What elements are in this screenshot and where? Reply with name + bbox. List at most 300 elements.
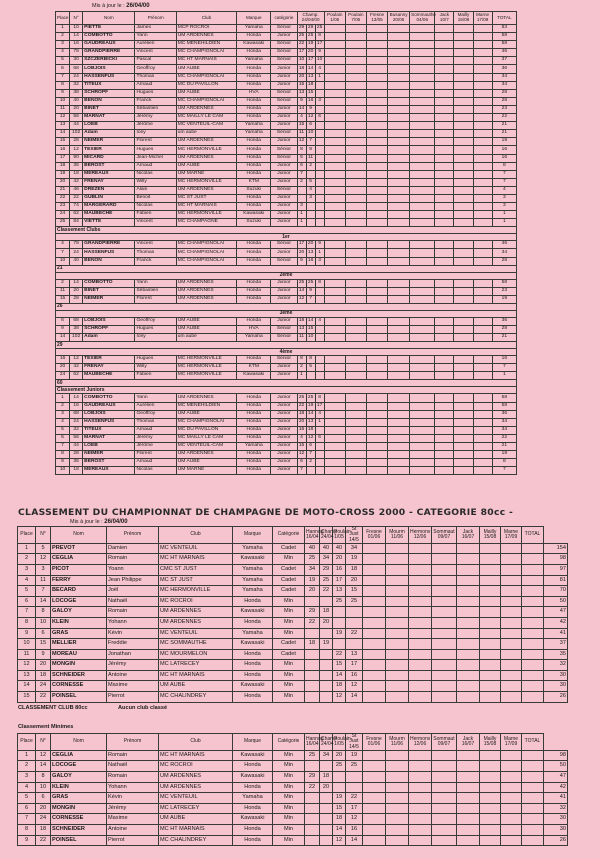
table-cell: 34 [320, 554, 333, 565]
empty-cell [388, 317, 410, 325]
empty-cell [473, 410, 492, 418]
empty-cell [454, 65, 473, 73]
table-cell: 40 [70, 97, 83, 105]
table-cell: Honda [233, 617, 273, 628]
table-cell: Iony [135, 130, 176, 138]
table-cell: 17 [346, 660, 363, 671]
main-ranking-table [55, 11, 517, 475]
table-cell: MC ROCROI [159, 596, 233, 607]
table-cell: 2 [18, 554, 36, 565]
empty-cell [435, 451, 454, 459]
table-cell: 8 [56, 451, 70, 459]
rider-name: MOREAU [51, 649, 107, 660]
table-cell: 7 [306, 138, 315, 146]
table-cell: Min [273, 607, 305, 618]
empty-cell [432, 824, 457, 835]
empty-cell [522, 639, 544, 650]
empty-cell [366, 114, 387, 122]
table-cell: 5 [306, 364, 315, 372]
total-cell: 32 [544, 660, 568, 671]
table-cell: 12 [297, 138, 306, 146]
empty-cell [454, 459, 473, 467]
table-cell: HVA [237, 326, 271, 334]
table-cell: Honda [237, 356, 271, 364]
table-cell: Junior [271, 33, 297, 41]
table-row [18, 596, 568, 607]
table-cell: Maxime [107, 814, 159, 825]
empty-cell [386, 782, 409, 793]
empty-cell [454, 162, 473, 170]
empty-cell [388, 154, 410, 162]
rider-name: FRENAY [83, 178, 135, 186]
empty-cell [435, 287, 454, 295]
table-cell: MC LATRECEY [159, 660, 233, 671]
total-cell: 19 [492, 451, 516, 459]
empty-cell [435, 257, 454, 265]
empty-cell [324, 33, 345, 41]
table-row [56, 326, 517, 334]
empty-cell [345, 146, 366, 154]
table-cell: Yohann [107, 782, 159, 793]
table-cell: 19 [56, 170, 70, 178]
table-cell: Junior [271, 105, 297, 113]
table-cell: 12 [346, 681, 363, 692]
section-row [56, 380, 517, 387]
empty-cell [432, 649, 457, 660]
total-cell: 3 [492, 203, 516, 211]
empty-cell [324, 170, 345, 178]
table-cell: Pierrot [107, 835, 159, 846]
table-cell: 8 [315, 279, 324, 287]
empty-cell [410, 418, 435, 426]
empty-cell [435, 418, 454, 426]
table-row [56, 81, 517, 89]
empty-cell [388, 105, 410, 113]
table-cell [305, 692, 320, 703]
empty-cell [501, 782, 522, 793]
table-cell [305, 649, 320, 660]
table-cell: Honda [237, 170, 271, 178]
rider-name: GALOY [51, 607, 107, 618]
empty-cell [410, 249, 435, 257]
empty-cell [345, 41, 366, 49]
empty-cell [522, 607, 544, 618]
rider-name: CEGLIA [51, 750, 107, 761]
empty-cell [473, 418, 492, 426]
table-cell: 10 [18, 639, 36, 650]
table-cell: Willy [135, 178, 176, 186]
table-cell [297, 186, 306, 194]
empty-cell [522, 617, 544, 628]
table-cell [306, 211, 315, 219]
table-cell: Sénior [271, 154, 297, 162]
empty-cell [363, 628, 386, 639]
table-cell: Honda [237, 434, 271, 442]
table-cell: 7 [297, 467, 306, 475]
table-cell: 19 [305, 575, 320, 586]
table-cell: MC MENEHILDIEN [176, 41, 236, 49]
table-cell: 40 [320, 543, 333, 554]
empty-cell [324, 402, 345, 410]
empty-cell [435, 295, 454, 303]
empty-cell [324, 203, 345, 211]
empty-cell [366, 394, 387, 402]
total-cell: 8 [492, 162, 516, 170]
table-row [56, 57, 517, 65]
club-80cc-note: Aucun club classé [118, 705, 168, 711]
empty-cell [480, 750, 501, 761]
table-cell: 22 [333, 649, 346, 660]
table-cell: 3 [297, 203, 306, 211]
table-cell: UM AUBE [176, 326, 236, 334]
empty-cell [410, 73, 435, 81]
empty-cell [454, 451, 473, 459]
section-label: Classement Clubs [56, 227, 517, 234]
rider-name: TEXIER [83, 356, 135, 364]
table-cell: 15 [333, 803, 346, 814]
empty-cell [386, 575, 409, 586]
empty-cell [435, 186, 454, 194]
table-cell: 7 [18, 814, 36, 825]
empty-cell [324, 154, 345, 162]
total-cell: 26 [544, 692, 568, 703]
empty-cell [501, 607, 522, 618]
table-cell: 46 [70, 186, 83, 194]
table-cell [320, 596, 333, 607]
table-cell: Kévin [107, 628, 159, 639]
empty-cell [410, 194, 435, 202]
table-cell: 8 [315, 394, 324, 402]
empty-cell [363, 771, 386, 782]
table-cell: 13 [306, 418, 315, 426]
table-cell: 9 [36, 649, 51, 660]
section-row [56, 310, 517, 317]
table-cell [315, 219, 324, 227]
table-cell: 1 [18, 750, 36, 761]
empty-cell [473, 467, 492, 475]
table-cell: 28 [70, 295, 83, 303]
table-cell: 8 [36, 771, 51, 782]
table-cell: Junior [271, 65, 297, 73]
empty-cell [386, 793, 409, 804]
table-cell: 18 [36, 824, 51, 835]
table-cell: 6 [297, 459, 306, 467]
empty-cell [454, 402, 473, 410]
table-cell: 8 [297, 146, 306, 154]
table-cell: Jérémy [107, 660, 159, 671]
table-row [56, 138, 517, 146]
total-cell: 21 [492, 130, 516, 138]
rider-name: GUBLIN [83, 194, 135, 202]
column-header: Place [56, 12, 70, 25]
rider-name: MELLIER [51, 639, 107, 650]
table-cell: 9 [56, 326, 70, 334]
empty-cell [388, 57, 410, 65]
empty-cell [435, 434, 454, 442]
table-cell: 15 [333, 660, 346, 671]
table-cell: 19 [306, 41, 315, 49]
empty-cell [435, 33, 454, 41]
table-cell: 9 [18, 835, 36, 846]
empty-cell [522, 761, 544, 772]
empty-cell [363, 681, 386, 692]
table-cell: Min [273, 835, 305, 846]
empty-cell [324, 356, 345, 364]
empty-cell [386, 814, 409, 825]
table-cell: 19 [306, 402, 315, 410]
table-cell: MC VENTEUIL [159, 793, 233, 804]
empty-cell [501, 586, 522, 597]
table-cell: Sénior [271, 57, 297, 65]
empty-cell [324, 418, 345, 426]
total-cell: 19 [492, 295, 516, 303]
table-cell: Honda [237, 257, 271, 265]
table-cell: 24 [70, 249, 83, 257]
table-cell [320, 835, 333, 846]
table-cell [315, 170, 324, 178]
empty-cell [388, 287, 410, 295]
section-label: Classement Juniors [56, 387, 517, 394]
column-header: Place [18, 527, 36, 544]
table-row [18, 782, 568, 793]
empty-cell [501, 803, 522, 814]
empty-cell [473, 73, 492, 81]
table-cell: 18 [305, 639, 320, 650]
table-cell [315, 146, 324, 154]
table-cell: 25 [346, 761, 363, 772]
table-cell: Hugues [135, 326, 176, 334]
table-cell: Kawasaki [233, 639, 273, 650]
table-cell [320, 814, 333, 825]
empty-cell [366, 146, 387, 154]
table-cell: KTM [237, 364, 271, 372]
empty-cell [522, 782, 544, 793]
table-cell: 13 [306, 73, 315, 81]
total-cell: 42 [544, 782, 568, 793]
table-cell: 10 [70, 25, 83, 33]
empty-cell [454, 279, 473, 287]
total-cell: 28 [492, 97, 516, 105]
rider-name: Adam [83, 334, 135, 342]
empty-cell [386, 639, 409, 650]
rider-name: BEROST [83, 459, 135, 467]
table-cell: 11 [306, 154, 315, 162]
empty-cell [388, 33, 410, 41]
table-cell: MC HERMONVILLE [159, 586, 233, 597]
empty-cell [324, 130, 345, 138]
empty-cell [345, 73, 366, 81]
rider-name: BENON [83, 97, 135, 105]
empty-cell [324, 41, 345, 49]
table-cell [315, 295, 324, 303]
table-cell: 13 [297, 89, 306, 97]
empty-cell [388, 459, 410, 467]
empty-cell [454, 372, 473, 380]
table-cell [320, 670, 333, 681]
empty-cell [435, 279, 454, 287]
total-cell: 16 [492, 146, 516, 154]
table-cell: 62 [70, 211, 83, 219]
total-cell: 98 [544, 750, 568, 761]
table-cell: 17 [346, 803, 363, 814]
table-cell: 10 [56, 257, 70, 265]
empty-cell [324, 122, 345, 130]
table-cell [315, 178, 324, 186]
empty-cell [435, 467, 454, 475]
table-cell: UM ARDENNES [176, 451, 236, 459]
empty-cell [409, 750, 432, 761]
empty-cell [363, 543, 386, 554]
column-header: Hermonv 12/06 [409, 527, 432, 544]
table-cell [315, 334, 324, 342]
table-cell: 22 [56, 194, 70, 202]
empty-cell [480, 554, 501, 565]
table-cell: Sénior [271, 186, 297, 194]
empty-cell [388, 257, 410, 265]
table-cell [320, 761, 333, 772]
table-cell: Honda [233, 835, 273, 846]
table-cell: 12 [306, 114, 315, 122]
column-header: Fresne 01/06 [363, 527, 386, 544]
table-cell: Yamaha [237, 130, 271, 138]
table-cell: 2 [297, 178, 306, 186]
table-cell: 20 [297, 73, 306, 81]
empty-cell [501, 660, 522, 671]
table-cell: 4 [18, 575, 36, 586]
rider-name: GRANDPIERRE [83, 241, 135, 249]
empty-cell [388, 426, 410, 434]
empty-cell [480, 628, 501, 639]
table-cell: MC CHAMPIGNOLAI [176, 418, 236, 426]
empty-cell [454, 105, 473, 113]
empty-cell [366, 203, 387, 211]
total-cell: 50 [544, 596, 568, 607]
rider-name: LOEB [83, 122, 135, 130]
total-cell: 7 [492, 364, 516, 372]
club-80cc-label: CLASSEMENT CLUB 80cc [18, 705, 88, 711]
table-row [18, 607, 568, 618]
rider-name: COMBOTTO [83, 279, 135, 287]
empty-cell [366, 364, 387, 372]
table-cell: Junior [271, 122, 297, 130]
empty-cell [388, 451, 410, 459]
table-cell: Min [273, 750, 305, 761]
table-cell: 9 [56, 89, 70, 97]
empty-cell [457, 681, 480, 692]
total-cell: 58 [492, 402, 516, 410]
table-header-row [18, 527, 568, 544]
section-label: 2ème [56, 272, 517, 279]
table-cell: 13 [346, 649, 363, 660]
table-cell: Honda [237, 459, 271, 467]
total-cell: 37 [544, 639, 568, 650]
empty-cell [410, 334, 435, 342]
table-cell: Nicolas [135, 467, 176, 475]
empty-cell [435, 73, 454, 81]
table-cell: 74 [70, 203, 83, 211]
empty-cell [345, 249, 366, 257]
empty-cell [363, 596, 386, 607]
empty-cell [522, 681, 544, 692]
empty-cell [501, 617, 522, 628]
empty-cell [363, 750, 386, 761]
total-cell: 154 [544, 543, 568, 554]
empty-cell [435, 138, 454, 146]
table-cell: Willy [135, 364, 176, 372]
table-cell: Min [273, 782, 305, 793]
table-row [18, 793, 568, 804]
table-cell: 20 [320, 617, 333, 628]
table-cell: Cadet [273, 649, 305, 660]
table-cell: 6 [18, 596, 36, 607]
table-cell: Vincent [135, 219, 176, 227]
empty-cell [480, 617, 501, 628]
table-cell: 16 [306, 257, 315, 265]
table-cell: 18 [297, 410, 306, 418]
empty-cell [522, 750, 544, 761]
table-cell: HVA [237, 89, 271, 97]
empty-cell [345, 287, 366, 295]
empty-cell [388, 418, 410, 426]
rider-name: BENON [83, 257, 135, 265]
empty-cell [501, 750, 522, 761]
column-header: Catégorie [273, 527, 305, 544]
table-cell: 19 [346, 554, 363, 565]
empty-cell [432, 575, 457, 586]
empty-cell [324, 426, 345, 434]
empty-cell [432, 586, 457, 597]
table-cell: 21 [56, 186, 70, 194]
table-cell: 14 [18, 681, 36, 692]
column-header: Mailly 15/08 [480, 527, 501, 544]
total-cell: 28 [492, 326, 516, 334]
empty-cell [435, 211, 454, 219]
empty-cell [473, 105, 492, 113]
table-cell: 3 [315, 257, 324, 265]
empty-cell [366, 97, 387, 105]
total-cell: 8 [492, 459, 516, 467]
empty-cell [432, 814, 457, 825]
rider-name: GRANDPIERRE [83, 49, 135, 57]
empty-cell [432, 782, 457, 793]
empty-cell [522, 692, 544, 703]
table-cell [346, 782, 363, 793]
rider-name: HASSENFUS [83, 73, 135, 81]
empty-cell [435, 105, 454, 113]
empty-cell [388, 295, 410, 303]
table-cell: 17 [333, 575, 346, 586]
table-cell: 8 [18, 617, 36, 628]
table-cell [315, 467, 324, 475]
empty-cell [388, 97, 410, 105]
empty-cell [457, 649, 480, 660]
table-cell: 24 [70, 73, 83, 81]
table-cell [305, 835, 320, 846]
empty-cell [388, 65, 410, 73]
rider-name: CORNESSE [51, 681, 107, 692]
table-cell: 29 [297, 25, 306, 33]
empty-cell [409, 761, 432, 772]
table-cell: 42 [70, 364, 83, 372]
table-cell: Kawasaki [237, 41, 271, 49]
empty-cell [363, 575, 386, 586]
empty-cell [324, 241, 345, 249]
empty-cell [345, 326, 366, 334]
table-cell: 2 [18, 761, 36, 772]
empty-cell [522, 814, 544, 825]
table-cell: 7 [56, 443, 70, 451]
empty-cell [473, 443, 492, 451]
